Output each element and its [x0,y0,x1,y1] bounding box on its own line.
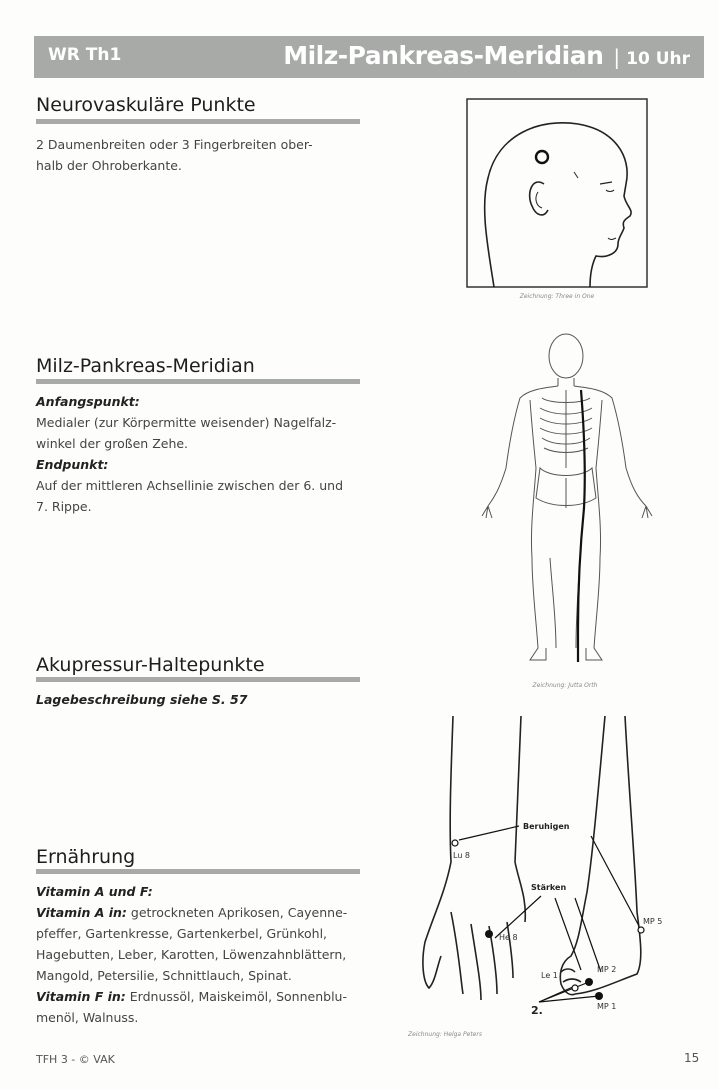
foot-caption: Zeichnung: Helga Peters [408,1031,482,1038]
text-line [36,902,366,923]
meridian-text [36,391,366,517]
text-line: Medialer (zur Körpermitte weisender) Nagelfalz- [36,415,337,430]
section-title-ernaehrung: Ernährung [36,846,136,868]
body-meridian-illustration [470,328,660,678]
label-mp1: MP 1 [597,1002,617,1011]
text-span: Erdnussöl, Maiskeimöl, Sonnenblu- [125,989,347,1004]
end-label: Endpunkt: [36,457,109,472]
hand-foot-illustration [415,712,685,1042]
text-line: winkel der großen Zehe. [36,436,189,451]
vitamin-af-label: Vitamin A und F: [36,884,153,899]
text-line: halb der Ohroberkante. [36,158,182,173]
section-rule [36,119,360,124]
label-he8: He 8 [499,933,518,942]
body-caption: Zeichnung: Jutta Orth [532,682,598,689]
text-line: Auf der mittleren Achsellinie zwischen der 6. und [36,478,344,493]
label-mp2: MP 2 [597,965,617,974]
label-lu8: Lu 8 [453,851,471,860]
neurovascular-point-marker [536,151,548,163]
start-label: Anfangspunkt: [36,394,140,409]
label-staerken: Stärken [531,883,567,892]
section-title-neuro: Neurovaskuläre Punkte [36,94,256,116]
text-line: 7. Rippe. [36,499,92,514]
section-rule [36,869,360,874]
header-right [283,41,690,70]
section-title-akupressur: Akupressur-Haltepunkte [36,654,265,676]
akupressur-note: Lagebeschreibung siehe S. 57 [36,692,248,707]
header-time: 10 Uhr [626,49,690,69]
label-mp5: MP 5 [643,917,663,926]
section-rule [36,677,360,682]
text-line: pfeffer, Gartenkresse, Gartenkerbel, Grünkohl, [36,926,328,941]
meridian-line [578,390,585,662]
text-line [36,986,366,1007]
label-le1: Le 1 [541,971,558,980]
vitamin-a-label: Vitamin A in: [36,905,127,920]
header-separator: | [613,45,621,69]
head-caption: Zeichnung: Three in One [519,293,595,300]
text-line: Hagebutten, Leber, Karotten, Löwenzahnblättern, [36,947,347,962]
section-title-meridian: Milz-Pankreas-Meridian [36,355,255,377]
akupressur-text [36,689,366,710]
header-title: Milz-Pankreas-Meridian [283,41,604,70]
vitamin-f-label: Vitamin F in: [36,989,126,1004]
label-beruhigen: Beruhigen [523,822,570,831]
section-rule [36,379,360,384]
header-code: WR Th1 [48,45,122,65]
page-header [34,36,704,78]
text-line: menöl, Walnuss. [36,1010,139,1025]
neuro-text [36,134,366,176]
footer-copyright: TFH 3 - © VAK [36,1053,115,1066]
ernaehrung-text [36,881,366,1028]
head-illustration [466,98,648,288]
text-span: getrockneten Aprikosen, Cayenne- [126,905,348,920]
text-line: Mangold, Petersilie, Schnittlauch, Spinat. [36,968,292,983]
page-number: 15 [684,1051,700,1065]
text-line: 2 Daumenbreiten oder 3 Fingerbreiten ober- [36,137,313,152]
label-two: 2. [531,1004,543,1017]
